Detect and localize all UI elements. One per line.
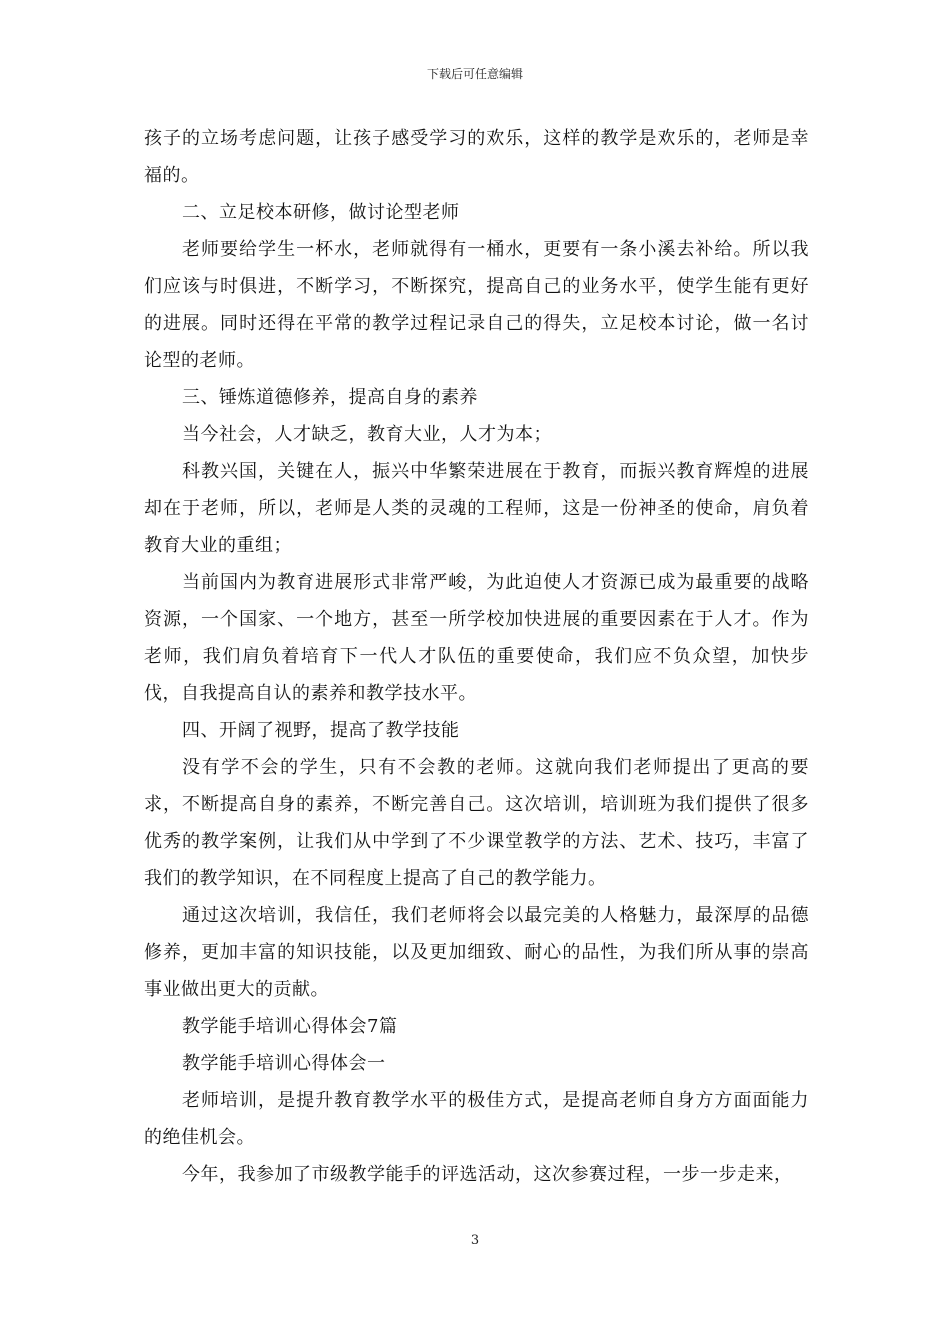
- document-body: [144, 120, 809, 1193]
- paragraph: 老师培训，是提升教育教学水平的极佳方式，是提高老师自身方方面面能力的绝佳机会。: [144, 1090, 809, 1148]
- paragraph: 孩子的立场考虑问题，让孩子感受学习的欢乐，这样的教学是欢乐的，老师是幸福的。: [144, 128, 809, 186]
- page-header: 下载后可任意编辑: [426, 67, 523, 81]
- section-heading: 三、锤炼道德修养，提高自身的素养: [182, 387, 478, 408]
- section-heading: 二、立足校本研修，做讨论型老师: [182, 202, 460, 223]
- paragraph: 老师要给学生一杯水，老师就得有一桶水，更要有一条小溪去补给。所以我们应该与时俱进，不断学习，不断探究，提高自己的业务水平，使学生能有更好的进展。同时还得在平常的教学过程记录自己的得失，立足校本讨论，做一名讨论型的老师。: [144, 239, 809, 371]
- paragraph: 今年，我参加了市级教学能手的评选活动，这次参赛过程，一步一步走来，: [182, 1164, 793, 1185]
- paragraph: 当今社会，人才缺乏，教育大业，人才为本；: [182, 424, 552, 445]
- paragraph: 没有学不会的学生，只有不会教的老师。这就向我们老师提出了更高的要求，不断提高自身的素养，不断完善自己。这次培训，培训班为我们提供了很多优秀的教学案例，让我们从中学到了不少课堂教学的方法、艺术、技巧，丰富了我们的教学知识，在不同程度上提高了自己的教学能力。: [144, 757, 809, 889]
- paragraph: 通过这次培训，我信任，我们老师将会以最完美的人格魅力，最深厚的品德修养，更加丰富的知识技能，以及更加细致、耐心的品性，为我们所从事的崇高事业做出更大的贡献。: [144, 905, 809, 1000]
- paragraph: 当前国内为教育进展形式非常严峻，为此迫使人才资源已成为最重要的战略资源，一个国家、一个地方，甚至一所学校加快进展的重要因素在于人才。作为老师，我们肩负着培育下一代人才队伍的重要使命，我们应不负众望，加快步伐，自我提高自认的素养和教学技水平。: [144, 572, 809, 704]
- paragraph: 科教兴国，关键在人，振兴中华繁荣进展在于教育，而振兴教育辉煌的进展却在于老师，所以，老师是人类的灵魂的工程师，这是一份神圣的使命，肩负着教育大业的重组；: [144, 461, 809, 556]
- page-number: 3: [470, 1233, 480, 1248]
- article-subtitle: 教学能手培训心得体会一: [182, 1053, 386, 1074]
- section-heading: 四、开阔了视野，提高了教学技能: [182, 720, 460, 741]
- article-title: 教学能手培训心得体会7篇: [182, 1016, 398, 1037]
